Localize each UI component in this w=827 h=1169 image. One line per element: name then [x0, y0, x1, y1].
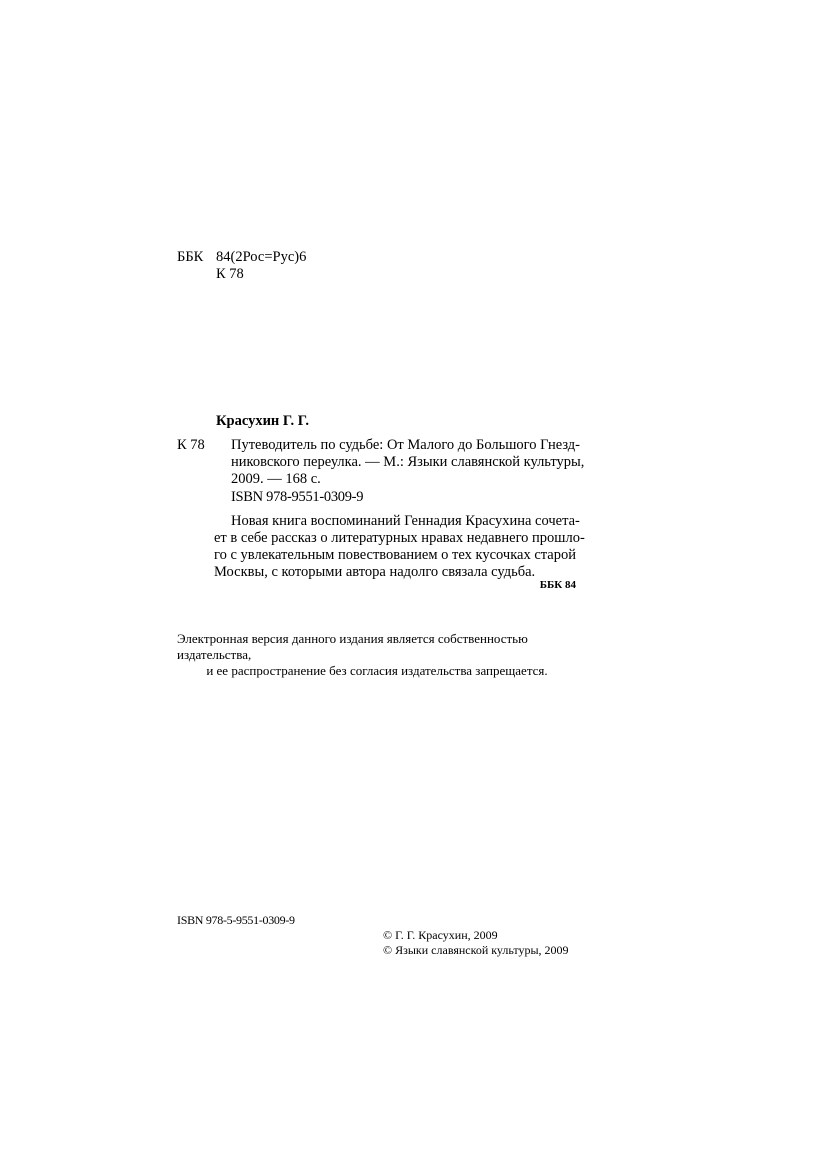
annotation-line: Новая книга воспоминаний Геннадия Красухина сочета-	[231, 513, 580, 529]
copyright-author: © Г. Г. Красухин, 2009	[383, 928, 498, 942]
annotation	[214, 513, 585, 581]
entry-isbn: ISBN 978-9551-0309-9	[231, 489, 364, 505]
bbk-short: ББК 84	[539, 579, 576, 591]
notice-line: и ее распространение без согласия издательства запрещается.	[206, 663, 548, 678]
notice-line: Электронная версия данного издания является собственностью издательства,	[177, 631, 528, 662]
bibliographic-description	[231, 437, 585, 488]
author-mark: К 78	[216, 266, 244, 282]
biblio-line: 2009. — 168 с.	[231, 471, 321, 487]
annotation-line: Москвы, с которыми автора надолго связала судьба.	[214, 564, 536, 580]
bbk-code: 84(2Рос=Рус)6	[216, 249, 307, 265]
entry-mark: К 78	[177, 437, 205, 453]
copyright-publisher: © Языки славянской культуры, 2009	[383, 943, 569, 957]
author-name: Красухин Г. Г.	[216, 413, 309, 429]
copyright-notice	[177, 631, 577, 679]
copyright-block	[383, 928, 569, 958]
annotation-line: го с увлекательным повествованием о тех кусочках старой	[214, 547, 576, 563]
annotation-line: ет в себе рассказ о литературных нравах недавнего прошло-	[214, 530, 585, 546]
bbk-label: ББК	[177, 249, 204, 265]
biblio-line: Путеводитель по судьбе: От Малого до Большого Гнезд-	[231, 437, 581, 453]
biblio-line: никовского переулка. — М.: Языки славянской культуры,	[231, 454, 585, 470]
footer-isbn: ISBN 978-5-9551-0309-9	[177, 913, 295, 927]
